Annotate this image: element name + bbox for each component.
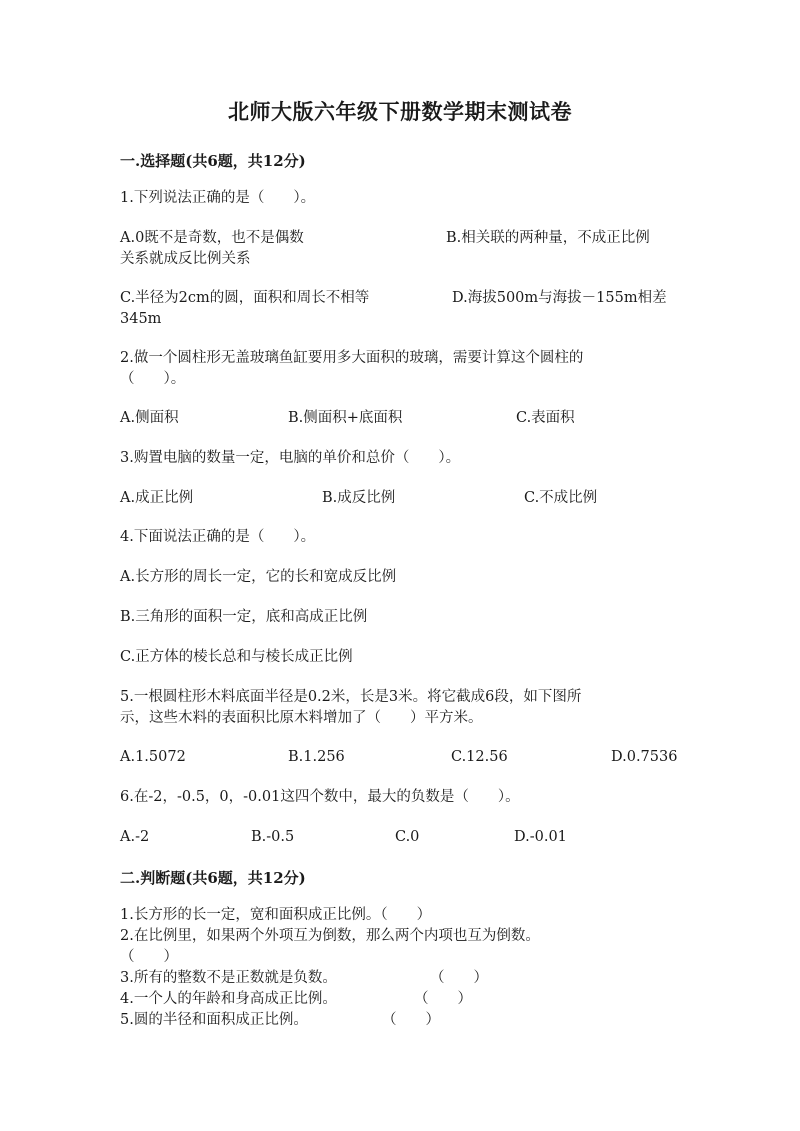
question-4-stem: 4.下面说法正确的是（ ）。: [120, 529, 316, 545]
judgement-3-paren: （ ）: [430, 970, 488, 986]
question-1-option-b-cont: 关系就成反比例关系: [120, 251, 251, 267]
question-3-stem: 3.购置电脑的数量一定，电脑的单价和总价（ ）。: [120, 450, 461, 466]
question-3-option-b: B.成反比例: [322, 490, 396, 506]
question-5-stem-cont: 示，这些木料的表面积比原木料增加了（ ）平方米。: [120, 710, 483, 726]
judgement-3: 3.所有的整数不是正数就是负数。: [120, 970, 337, 986]
question-2-stem: 2.做一个圆柱形无盖玻璃鱼缸要用多大面积的玻璃，需要计算这个圆柱的: [120, 350, 584, 366]
page-title: 北师大版六年级下册数学期末测试卷: [228, 99, 572, 124]
question-2-option-c: C.表面积: [516, 410, 575, 426]
section-heading-choice: 一.选择题(共6题，共12分): [120, 152, 306, 170]
question-1-stem: 1.下列说法正确的是（ ）。: [120, 190, 316, 206]
question-3-option-a: A.成正比例: [120, 490, 194, 506]
judgement-5: 5.圆的半径和面积成正比例。: [120, 1012, 308, 1028]
question-5-option-c: C.12.56: [451, 749, 508, 765]
question-5-option-d: D.0.7536: [611, 749, 678, 765]
judgement-4-paren: （ ）: [414, 991, 472, 1007]
question-6-option-d: D.-0.01: [514, 829, 567, 845]
question-1-option-d-cont: 345m: [120, 311, 162, 327]
question-1-option-b: B.相关联的两种量，不成正比例: [446, 230, 650, 246]
question-5-option-b: B.1.256: [288, 749, 345, 765]
question-6-option-c: C.0: [395, 829, 420, 845]
judgement-2: 2.在比例里，如果两个外项互为倒数，那么两个内项也互为倒数。: [120, 928, 540, 944]
question-1-option-a: A.0既不是奇数，也不是偶数: [120, 230, 304, 246]
question-6-option-a: A.-2: [120, 829, 150, 845]
question-2-option-b: B.侧面积+底面积: [288, 410, 403, 426]
question-4-option-b: B.三角形的面积一定，底和高成正比例: [120, 609, 368, 625]
question-1-option-c: C.半径为2cm的圆，面积和周长不相等: [120, 290, 370, 306]
question-5-option-a: A.1.5072: [120, 749, 186, 765]
question-3-option-c: C.不成比例: [524, 490, 598, 506]
judgement-4: 4.一个人的年龄和身高成正比例。: [120, 991, 337, 1007]
judgement-5-paren: （ ）: [382, 1012, 440, 1028]
question-6-option-b: B.-0.5: [251, 829, 295, 845]
question-1-option-d: D.海拔500m与海拔－155m相差: [452, 290, 667, 306]
question-2-option-a: A.侧面积: [120, 410, 179, 426]
question-2-stem-cont: （ ）。: [120, 371, 186, 387]
question-6-stem: 6.在-2，-0.5，0，-0.01这四个数中，最大的负数是（ ）。: [120, 789, 520, 805]
question-5-stem: 5.一根圆柱形木料底面半径是0.2米，长是3米。将它截成6段，如下图所: [120, 689, 582, 705]
judgement-2-paren: （ ）: [120, 949, 178, 965]
judgement-1: 1.长方形的长一定，宽和面积成正比例。（ ）: [120, 907, 432, 923]
question-4-option-c: C.正方体的棱长总和与棱长成正比例: [120, 649, 353, 665]
section-heading-judgement: 二.判断题(共6题，共12分): [120, 869, 306, 887]
question-4-option-a: A.长方形的周长一定，它的长和宽成反比例: [120, 569, 397, 585]
